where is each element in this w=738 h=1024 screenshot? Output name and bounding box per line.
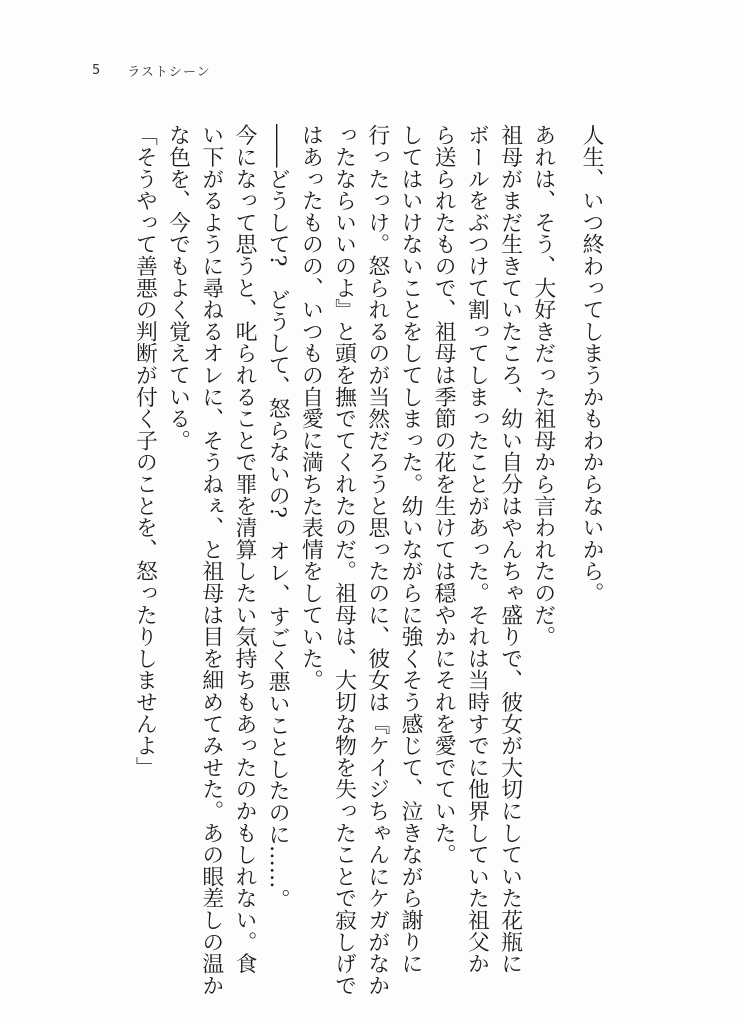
text-line-5: ら送られたもので、祖母は季節の花を生けては穏やかにそれを愛でていた。: [431, 124, 457, 866]
text-line-2: あれは、そう、大好きだった祖母から言われたのだ。: [530, 124, 556, 648]
text-line-7: 行ったっけ。怒られるのが当然だろうと思ったのに、彼女は『ケイジちゃんにケガがなか: [364, 124, 390, 996]
text-line-8: ったならいいのよ』と頭を撫でてくれたのだ。祖母は、大切な物を失ったことで寂しげで: [331, 124, 357, 996]
text-line-14: 「そうやって善悪の判断が付く子のことを、怒ったりしませんよ」: [132, 124, 158, 778]
text-line-6: してはいけないことをしてしまった。幼いながらに強くそう感じて、泣きながら謝りに: [397, 124, 423, 975]
text-line-13: な色を、今でもよく覚えている。: [165, 124, 191, 451]
text-line-3: 祖母がまだ生きていたころ、幼い自分はやんちゃ盛りで、彼女が大切にしていた花瓶に: [497, 124, 523, 975]
vertical-body-text: [128, 124, 608, 994]
text-line-11: 今になって思うと、叱られることで罪を清算したい気持ちもあったのかもしれない。食: [231, 124, 257, 975]
text-line-10: ――どうして? どうして、怒らないの? オレ、すごく悪いことしたのに……。: [265, 124, 291, 911]
text-line-9: はあったものの、いつもの自愛に満ちた表情をしていた。: [298, 124, 324, 691]
chapter-title: ラストシーン: [127, 64, 211, 80]
page-number: 5: [92, 62, 102, 78]
text-line-1: 人生、いつ終わってしまうかもわからないから。: [579, 124, 604, 604]
running-header: [92, 60, 211, 80]
text-line-4: ボールをぶつけて割ってしまったことがあった。それは当時すでに他界していた祖父か: [464, 124, 490, 975]
text-line-12: い下がるように尋ねるオレに、そうねぇ、と祖母は目を細めてみせた。あの眼差しの温か: [198, 124, 224, 996]
